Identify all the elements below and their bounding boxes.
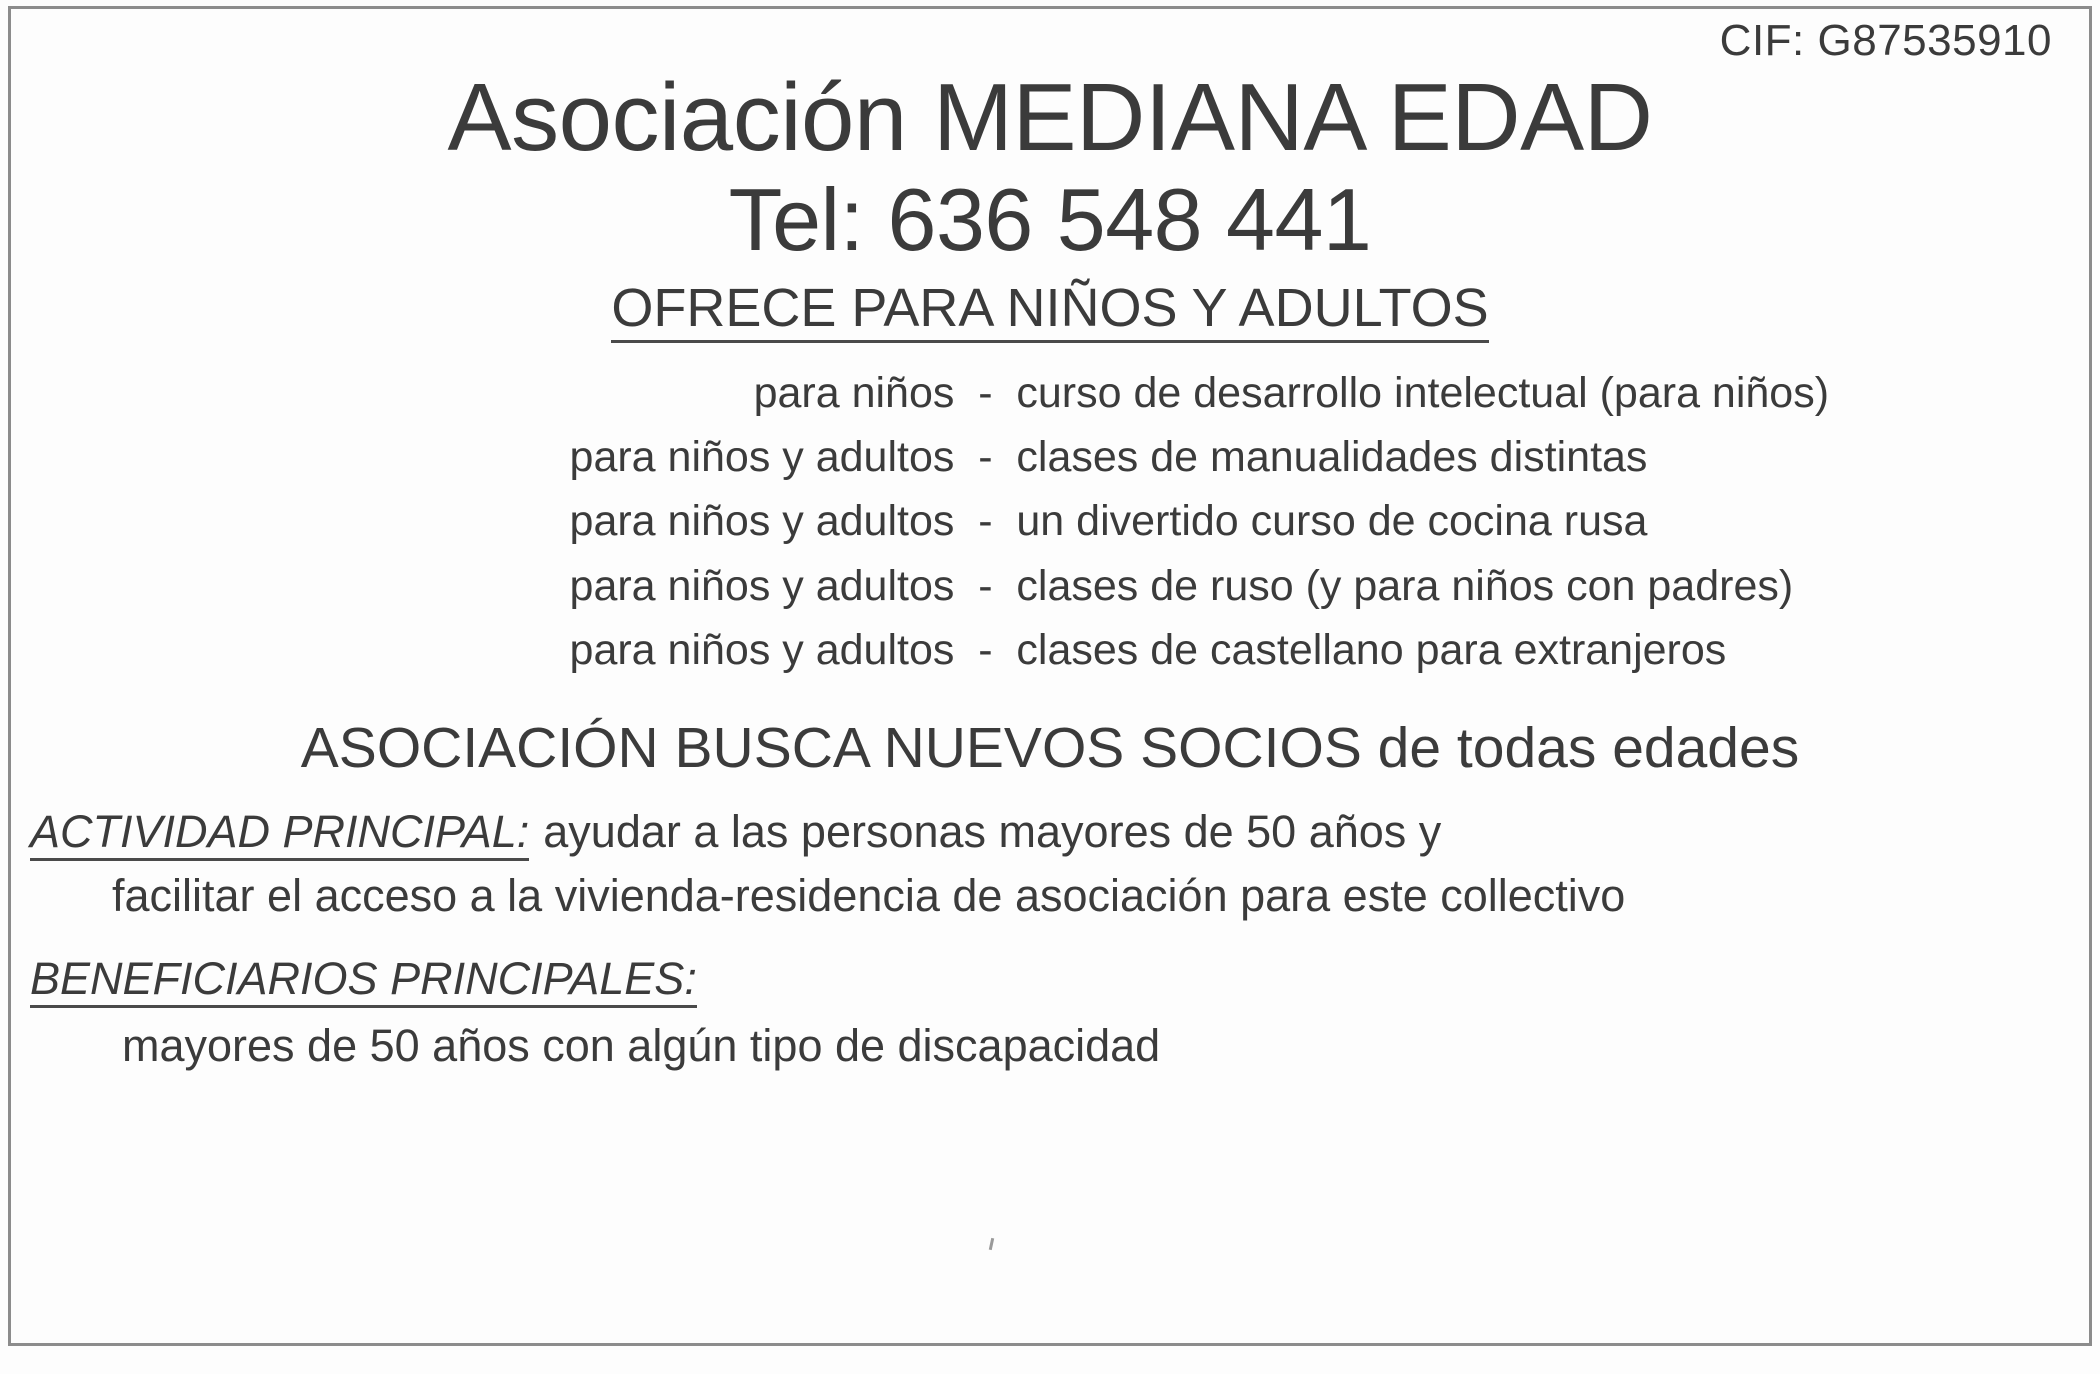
main-activity-label: ACTIVIDAD PRINCIPAL: xyxy=(30,806,529,861)
offer-description: clases de castellano para extranjeros xyxy=(1016,626,1727,675)
main-activity-line2: facilitar el acceso a la vivienda-residencia de asociación para este collectivo xyxy=(112,869,1626,921)
offer-audience: para niños xyxy=(753,368,955,417)
beneficiaries-label: BENEFICIARIOS PRINCIPALES: xyxy=(30,953,697,1008)
offer-row xyxy=(30,554,2070,618)
offer-row xyxy=(30,618,2070,682)
flyer-content xyxy=(30,10,2070,1340)
offer-row xyxy=(30,425,2070,489)
offer-audience: para niños y adultos xyxy=(569,497,955,546)
offer-description: clases de ruso (y para niños con padres) xyxy=(1016,561,1794,610)
offer-audience: para niños y adultos xyxy=(569,626,955,675)
offer-row xyxy=(30,361,2070,425)
beneficiaries-line1: mayores de 50 años con algún tipo de discapacidad xyxy=(122,1019,1161,1071)
organization-name: Asociación MEDIANA EDAD xyxy=(447,64,1653,172)
offers-heading xyxy=(30,279,2070,338)
offer-audience: para niños y adultos xyxy=(569,561,955,610)
offer-description: un divertido curso de cocina rusa xyxy=(1016,497,1648,546)
offer-dash: - xyxy=(978,561,993,610)
main-activity-line1: ayudar a las personas mayores de 50 años y xyxy=(543,806,1442,858)
beneficiaries-block xyxy=(30,952,2070,1072)
offer-description: clases de manualidades distintas xyxy=(1016,433,1648,482)
offer-description: curso de desarrollo intelectual (para niños) xyxy=(1016,368,1830,417)
cif-number: CIF: G87535910 xyxy=(1719,16,2052,65)
members-call-text: ASOCIACIÓN BUSCA NUEVOS SOCIOS de todas edades xyxy=(300,715,1800,780)
offers-heading-text: OFRECE PARA NIÑOS Y ADULTOS xyxy=(611,278,1488,343)
offer-dash: - xyxy=(978,433,993,482)
main-activity-block xyxy=(30,805,2070,921)
telephone-number: Tel: 636 548 441 xyxy=(728,170,1372,270)
offer-audience: para niños y adultos xyxy=(569,433,955,482)
offer-row xyxy=(30,489,2070,553)
offer-dash: - xyxy=(978,626,993,675)
offers-table xyxy=(30,361,2070,683)
offer-dash: - xyxy=(978,497,993,546)
offer-dash: - xyxy=(978,368,993,417)
